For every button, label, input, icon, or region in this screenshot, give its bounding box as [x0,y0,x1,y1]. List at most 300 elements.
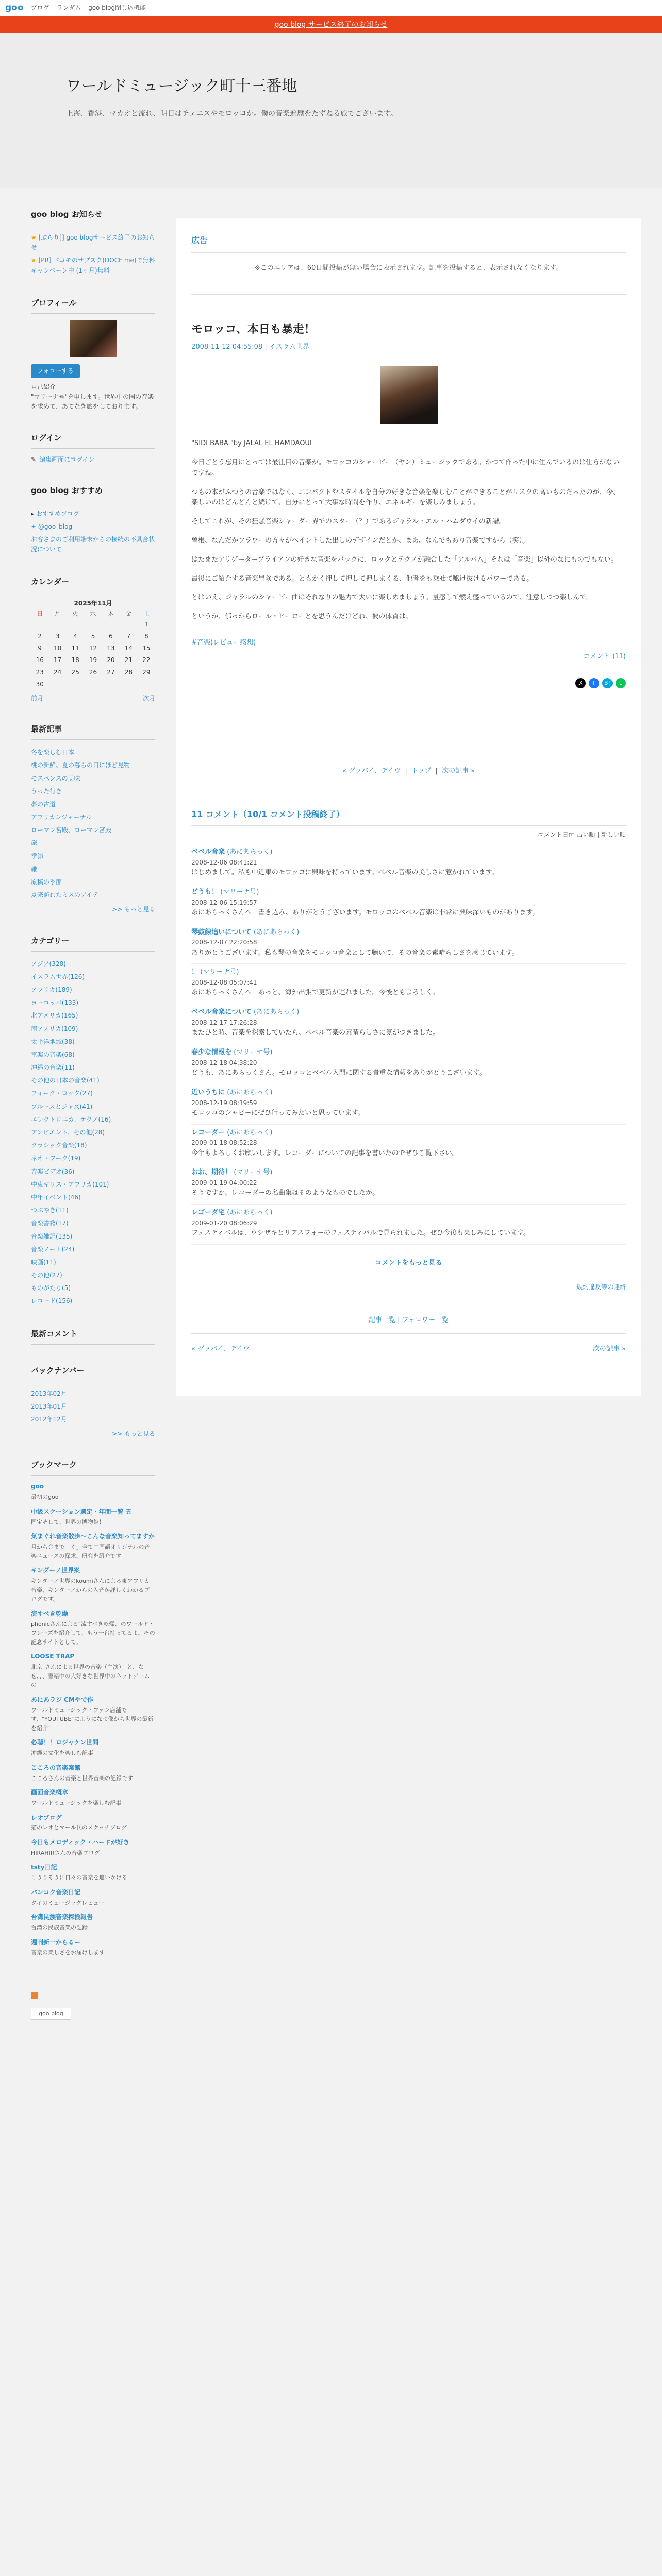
recent-link[interactable]: うった行き [31,787,62,795]
category-link[interactable]: その他(27) [31,1272,62,1279]
category-link[interactable]: 音楽書籍(17) [31,1219,69,1227]
recommend-item[interactable] [31,533,155,556]
bookmark-link[interactable]: 必聴！！ロジャケン世間 [31,1739,99,1747]
calendar-day[interactable]: 17 [54,656,62,664]
backnumber-item[interactable] [31,1413,155,1426]
category-item[interactable] [31,1217,155,1230]
calendar-day[interactable] [120,679,137,690]
facebook-share-icon[interactable]: f [589,678,599,688]
category-link[interactable]: 中年イベント(46) [31,1193,81,1201]
recent-item[interactable] [31,889,155,902]
category-link[interactable]: 電楽の音楽(68) [31,1050,75,1058]
calendar-day[interactable] [67,619,84,631]
post-body [191,438,626,622]
calendar-weekday: 木 [107,609,114,617]
comment-date: 2009-01-20 08:06:29 [191,1219,257,1227]
bookmark-item [31,1652,155,1690]
post [191,320,626,792]
recent-link[interactable]: 旅 [31,839,38,847]
calendar-week-row [31,642,155,654]
category-item[interactable] [31,1256,155,1269]
recent-item[interactable] [31,798,155,811]
page-layout [0,188,662,1977]
comment-text: ありがとうございます。私も琴の音楽をモロッコ音楽として聴いて、その音楽の素晴らしさを感じています。 [191,948,519,957]
comment-author[interactable]: (マリーナ号) [220,888,259,896]
ad-heading: 広告 [191,234,626,253]
recommend-item[interactable] [31,520,155,533]
post-category-link[interactable]: イスラム世界 [269,343,309,351]
calendar-day[interactable]: 27 [107,668,115,676]
comment-text: あにあらっくさんへ あっと、海外出張で更新が遅れました。今後ともよろしく。 [191,989,439,997]
calendar-day[interactable]: 23 [36,668,44,676]
category-item[interactable] [31,984,155,996]
comment-author[interactable]: (マリーナ号) [200,968,239,976]
calendar-day[interactable]: 1 [144,620,148,628]
calendar-day[interactable]: 3 [55,633,60,640]
bookmark-item [31,1838,155,1857]
bookmark-desc: こうりそうに日々の音楽を追いかける [31,1874,127,1882]
calendar-day[interactable]: 11 [71,645,79,652]
category-item[interactable] [31,1036,155,1048]
bookmark-link[interactable]: 今日もメロディック・ハードが好き [31,1839,130,1846]
category-link[interactable]: 南アメリカ(109) [31,1025,78,1032]
pager-next[interactable]: 次の記事 » [442,767,475,775]
album-cover-image[interactable] [380,366,438,424]
comment-date: 2009-01-19 04:00:22 [191,1179,257,1187]
comment [191,1084,626,1125]
category-link[interactable]: つぶやき(11) [31,1207,69,1214]
recent-item[interactable] [31,772,155,785]
bookmark-desc: こころさんの音楽と世界音楽の記録です [31,1774,133,1782]
backnumber-link[interactable]: 2013年01月 [31,1402,67,1410]
bookmark-box [31,1459,155,1957]
recommend-link[interactable]: @goo_blog [38,522,73,530]
comment-header [191,887,626,898]
comment-header [191,1167,626,1178]
bookmark-link[interactable]: こころの音楽案館 [31,1764,81,1771]
calendar-day[interactable]: 8 [144,633,148,640]
login-row[interactable] [31,455,155,465]
bookmark-item [31,1532,155,1561]
bookmark-item [31,1482,155,1501]
category-link[interactable]: 太平洋地域(38) [31,1038,75,1045]
recent-link[interactable]: ローマン宮殿、ローマン宮殿 [31,826,112,834]
comments-heading: 11 コメント（10/1 コメント投稿終了） [191,808,626,826]
blog-title[interactable]: ワールドミュージック町十三番地 [66,77,297,95]
news-title: goo blog お知らせ [31,208,155,225]
calendar-day[interactable]: 6 [109,633,113,640]
calendar-day[interactable] [31,619,48,631]
category-item[interactable] [31,1074,155,1087]
recommend-box [31,484,155,556]
category-link[interactable]: イスラム世界(126) [31,973,85,980]
comment-date: 2008-12-18 04:38:20 [191,1059,257,1066]
recommend-title: goo blog おすすめ [31,484,155,501]
comment-date: 2008-12-17 17:26:28 [191,1019,257,1027]
recent-more-link[interactable]: >> もっと見る [112,906,156,913]
category-item[interactable] [31,1204,155,1217]
report-link[interactable]: 規約違反等の連絡 [576,1283,626,1291]
bookmark-link[interactable]: 気まぐれ音楽散歩～こんな音楽知ってますか [31,1533,155,1540]
topbar-link-feature[interactable]: goo blog閉じ込機能 [88,4,146,11]
category-link[interactable]: ブルースとジャズ(41) [31,1103,93,1110]
calendar-day[interactable]: 9 [38,645,42,652]
post-tag-link[interactable]: #音楽(レビュー感想) [191,638,256,647]
recent-item[interactable] [31,863,155,876]
comment-date: 2009-01-18 08:52:28 [191,1139,257,1147]
calendar-prev[interactable]: 前月 [31,694,44,702]
category-item[interactable] [31,1191,155,1204]
recommend-link[interactable]: おすすめブログ [36,510,79,517]
category-link[interactable]: 北アメリカ(165) [31,1012,78,1020]
calendar-weekday: 月 [54,609,61,617]
post-title[interactable]: モロッコ、本日も暴走！ [191,323,316,336]
calendar-day[interactable] [120,619,137,631]
comment-author[interactable]: (あにあらっく) [254,928,300,936]
bookmark-desc: 月から金まで「ぐ」全て中国語オリジナルの音楽ニュースの探求、研究を紹介です [31,1543,150,1560]
category-box [31,935,155,1308]
category-item[interactable] [31,958,155,971]
category-link[interactable]: アフリカ(189) [31,986,72,993]
recent-link[interactable]: 原稿の季節 [31,878,62,886]
calendar-day[interactable]: 24 [54,668,62,676]
login-title: ログイン [31,432,155,449]
recent-item[interactable] [31,785,155,798]
recent-link[interactable]: モスペンスの美味 [31,774,80,782]
recent-link[interactable]: 夏来訪れたミスのアイテ [31,891,98,899]
recent-item[interactable] [31,850,155,863]
calendar-day[interactable]: 10 [54,645,62,652]
category-item[interactable] [31,996,155,1009]
category-link[interactable]: 映画(11) [31,1258,56,1266]
bookmark-link[interactable]: 台湾民族音楽探検報告 [31,1913,93,1921]
backnumber-link[interactable]: 2012年12月 [31,1416,67,1423]
category-item[interactable] [31,1282,155,1295]
bookmark-desc: phonicさんによる"流すべき乾燥、のワールド・フレーズを紹介して、もう一台持ってるよ。その記念サイトとして。 [31,1620,155,1646]
goo-logo[interactable]: goo [5,2,24,13]
calendar-weekday: 金 [125,609,132,617]
comments-box [31,1328,155,1345]
post-paragraph: "SIDI BABA "by JALAL EL HAMDAOUI [191,439,312,448]
blog-header [0,33,662,188]
calendar-day[interactable] [48,679,66,690]
category-item[interactable] [31,1230,155,1243]
service-notice-link[interactable]: goo blog サービス終了のお知らせ [274,21,388,29]
calendar-day[interactable] [138,679,155,690]
category-item[interactable] [31,1113,155,1126]
calendar-day[interactable]: 30 [36,680,44,688]
bookmark-desc: 音楽の楽しさをお届けします [31,1949,105,1956]
calendar-day[interactable]: 16 [36,656,44,664]
backnumber-item[interactable] [31,1387,155,1400]
comment-author[interactable]: (あにあらっく) [227,848,273,856]
bookmark-link[interactable]: あにあラジ CMやで作 [31,1696,93,1703]
calendar-week-row [31,619,155,631]
category-link[interactable]: フォーク・ロック(27) [31,1090,93,1097]
post-paragraph: そしてこれが、その狂騒音楽シャーダー界でのスター（？）であるジャラル・エル・ハムダウイの新譜。 [191,518,506,526]
bookmark-item [31,1912,155,1932]
bookmark-item [31,1813,155,1833]
bookmark-item [31,1938,155,1957]
comment-author[interactable]: (マリーナ号) [234,1168,273,1177]
bookmark-item [31,1738,155,1757]
bottom-nav [191,1344,626,1355]
category-link[interactable]: ヨーロッパ(133) [31,999,79,1007]
category-item[interactable] [31,1139,155,1152]
comment-text: フェスティバルは、ウシザキとリアスフォーのフェスティバルで見られました。ぜひ今後も楽しみにしています。 [191,1229,531,1238]
bottom-prev-link[interactable]: « グッバイ、デイヴ [191,1345,250,1353]
calendar-day[interactable] [102,619,120,631]
bookmark-link[interactable]: tsty日記 [31,1863,57,1871]
calendar-day[interactable]: 21 [124,656,133,664]
post-paragraph: というか、郁っからロール・ヒーローとを思うんだけどね、彼の体質は。 [191,613,412,621]
bookmark-link[interactable]: レオブログ [31,1814,62,1821]
bottom-next-link[interactable]: 次の記事 » [592,1345,626,1353]
category-item[interactable] [31,1087,155,1100]
category-item[interactable] [31,1126,155,1139]
goo-blog-badge[interactable]: goo blog [31,2008,71,2020]
rss-icon[interactable] [31,1992,38,1999]
login-link[interactable]: 編集画面にログイン [39,455,95,463]
calendar-day[interactable]: 12 [89,645,97,652]
recent-item[interactable] [31,746,155,759]
category-item[interactable] [31,1165,155,1178]
calendar-nav [31,693,155,703]
bookmark-desc: ワールドミュージックを楽しむ記事 [31,1800,122,1807]
comment-header [191,847,626,858]
recent-link[interactable]: 季節 [31,852,44,860]
main-content [176,218,641,1396]
profile-name: 自己紹介 [31,383,56,391]
pager-top[interactable]: トップ [411,767,432,775]
bookmark-desc: 北京"さんによる世界の音楽（主演）"と、なぜ、、、書籍中の大好きな世界中のネットゲームの [31,1664,150,1689]
post-meta: 2008-11-12 04:55:08 | イスラム世界 [191,342,626,359]
bookmark-link[interactable]: 週刊新一からるー [31,1938,81,1946]
calendar-day[interactable]: 7 [126,633,131,640]
blog-tagline: 上海、香港、マカオと流れ、明日はチェニスやモロッコか。僕の音楽遍歴をたずねる旅でございます。 [66,110,398,118]
category-link[interactable]: アジア(328) [31,960,66,968]
category-link[interactable]: ネオ・フーク(19) [31,1155,81,1162]
calendar-day[interactable] [102,679,120,690]
line-share-icon[interactable]: L [616,678,626,688]
calendar-day[interactable]: 15 [142,645,151,652]
category-item[interactable] [31,1009,155,1022]
comment-author[interactable]: (あにあらっく) [227,1128,273,1137]
calendar-day[interactable]: 20 [107,656,115,664]
bookmark-desc: タイのミュージックレビュー [31,1899,105,1906]
calendar-day[interactable]: 26 [89,668,97,676]
bookmark-item [31,1695,155,1733]
calendar-day[interactable] [84,619,102,631]
follow-button[interactable]: フォローする [31,364,80,378]
category-item[interactable] [31,1100,155,1113]
recent-item[interactable] [31,824,155,837]
bookmark-link[interactable]: 画面音楽概章 [31,1789,69,1797]
comment [191,1125,626,1165]
bookmark-desc: 国宝そして、世界の博物館！！ [31,1518,110,1526]
news-link[interactable]: [PR] ドコモのサブスク(DOCF me)で無料キャンペーン中 (1ヶ月)無料 [31,257,155,274]
twitter-icon: ✦ [31,522,38,530]
comment-author[interactable]: (あにあらっく) [254,1008,300,1016]
bookmark-link[interactable]: キンダーノ世界案 [31,1567,80,1574]
comment [191,1205,626,1245]
comment-title: レコーダー [191,1128,225,1137]
recent-item[interactable] [31,759,155,772]
calendar-day[interactable]: 28 [124,668,133,676]
category-item[interactable] [31,1243,155,1256]
pager-prev[interactable]: « グッバイ、デイヴ [342,767,401,775]
calendar-day[interactable]: 5 [91,633,95,640]
calendar-week-row [31,667,155,679]
bookmark-title: ブックマーク [31,1459,155,1476]
calendar-day[interactable]: 18 [71,656,79,664]
comment-text: そうですか。レコーダーの名曲集はそのようなものでしたか。 [191,1189,379,1197]
bookmark-desc: 猫のレオとマール氏のスケッチブログ [31,1824,127,1832]
comment-title: どうも！ [191,888,219,896]
star-icon: ★ [31,234,39,241]
topbar-link-random[interactable]: ランダム [56,4,81,11]
category-link[interactable]: クラシック音楽(18) [31,1142,87,1149]
recommend-item[interactable] [31,507,155,520]
post-paragraph: とはいえ、ジャラルのシャービー曲はそれなりの魅力で大いに楽しめましょう。量感して燃え盛っているので、注意しつつ楽しんで。 [191,594,593,602]
article-list-link[interactable]: 記事一覧 | フォロワー一覧 [369,1316,449,1324]
calendar-day[interactable]: 25 [71,668,79,676]
bookmark-link[interactable]: 流すべき乾燥 [31,1609,68,1617]
comment-author[interactable]: (あにあらっく) [227,1088,273,1096]
bookmark-link[interactable]: バンコク音楽日記 [31,1888,81,1896]
comment-date: 2008-12-19 08:19:59 [191,1099,257,1107]
bookmark-link[interactable]: LOOSE TRAP [31,1653,75,1660]
comment-text: またひと時、音楽を探索していたら、ベベル音楽の素晴らしさに気がつきました。 [191,1029,440,1037]
footer [0,1977,662,2040]
category-link[interactable]: 音楽雑記(135) [31,1232,73,1240]
comment-title: ベベル音楽について [191,1008,252,1016]
share-buttons [191,678,626,704]
calendar-day[interactable]: 4 [73,633,77,640]
category-link[interactable]: アンビエント、その他(28) [31,1129,105,1136]
category-link[interactable]: ものがたり(5) [31,1284,71,1292]
bookmark-item [31,1862,155,1882]
service-notice-bar [0,16,662,33]
recent-box [31,723,155,914]
comment-text: どうも、あにあらっくさん。モロッコとベベル入門に関する貴重な情報をありがとうございます。 [191,1069,486,1077]
calendar-day[interactable]: 19 [89,656,97,664]
category-link[interactable]: その他の日本の音楽(41) [31,1077,100,1084]
category-link[interactable]: 音楽ビデオ(36) [31,1167,75,1175]
calendar-day[interactable]: 14 [124,645,133,652]
recent-link[interactable]: 桃の新鮮、夏の暮らの日にほど見物 [31,761,130,769]
calendar-next[interactable]: 次月 [143,694,156,702]
category-link[interactable]: 沖縄の音楽(11) [31,1064,75,1072]
bookmark-item [31,1788,155,1807]
backnumber-item[interactable] [31,1400,155,1413]
post-comments-link[interactable]: コメント (11) [583,652,626,660]
calendar-day[interactable]: 29 [142,668,151,676]
recent-link[interactable]: 冬を楽しむ日本 [31,749,75,756]
news-item[interactable] [31,254,155,277]
calendar-month: 2025年11月 [74,600,112,607]
avatar[interactable] [70,320,117,357]
bookmark-link[interactable]: 中級スケーション選定・年間一覧 五 [31,1507,132,1515]
calendar-day[interactable] [48,619,66,631]
category-item[interactable] [31,971,155,984]
news-box [31,208,155,277]
calendar-day[interactable] [67,679,84,690]
comment-author[interactable]: (マリーナ号) [234,1048,273,1057]
recent-link[interactable]: 雑 [31,865,38,873]
category-link[interactable]: 音楽ノート(24) [31,1245,75,1253]
calendar-day[interactable]: 2 [38,633,42,640]
comment-header [191,1007,626,1018]
calendar-day[interactable] [84,679,102,690]
news-item[interactable] [31,231,155,254]
more-comments-link[interactable]: コメントをもっと見る [375,1259,442,1267]
sidebar [31,188,155,1977]
bookmark-item [31,1609,155,1647]
edit-icon: ✎ [31,455,37,463]
calendar-title: カレンダー [31,575,155,592]
comment [191,964,626,1004]
comment [191,884,626,924]
calendar-day[interactable]: 22 [142,656,151,664]
calendar-weekday: 土 [143,609,150,617]
backnumber-link[interactable]: 2013年02月 [31,1389,67,1397]
calendar-box [31,575,155,703]
category-item[interactable] [31,1048,155,1061]
ad-note: ※このエリアは、60日間投稿が無い場合に表示されます。記事を投稿すると、表示されなくなります。 [191,263,626,295]
recent-item[interactable] [31,811,155,824]
post-paragraph: 今日ごとう忘月にとっては最注目の音楽が。モロッコのシャービー（ヤン）ミュージックである。かつて作った中に住んでいるのは仕方がないですね。 [191,458,620,477]
recent-item[interactable] [31,876,155,889]
post-paragraph: 最後にご紹介する音楽冒険である。ともかく押して押して押しまくる、他者をも乗せて駆け抜けるパワーである。 [191,574,534,583]
star-icon: ★ [31,257,39,264]
recommend-link[interactable]: お客さまのご利用端末からの接続の不具合状況について [31,536,155,553]
topbar-link-blog[interactable]: ブログ [30,4,49,11]
comment-header [191,927,626,938]
bookmark-desc: ワールドミュージック・ファン店舗です、"YOUTUBE"にようにな映像から世界の最新を紹介！ [31,1706,154,1732]
comment-title: ベベル音楽 [191,848,225,856]
news-link[interactable]: [ぶらり]] goo blogサービス終了のお知らせ [31,234,155,251]
recent-link[interactable]: アフリカンジャーナル [31,814,92,821]
category-item[interactable] [31,1295,155,1308]
comment-text: はじめまして。私も中近東のモロッコに興味を持っています。ベベル音楽の美しさに惹かれています。 [191,869,499,877]
category-title: カテゴリー [31,935,155,952]
category-link[interactable]: 中東ギリス・アフリカ(101) [31,1180,109,1188]
recent-link[interactable]: 夢の古道 [31,800,56,808]
category-link[interactable]: レコード(156) [31,1297,73,1305]
comment-date: 2008-12-06 15:19:57 [191,899,257,906]
category-item[interactable] [31,1061,155,1074]
comment-date: 2008-12-07 22:20:58 [191,939,257,946]
category-item[interactable] [31,1269,155,1282]
comment-order[interactable]: コメント日付 古い順 | 新しい順 [537,831,626,838]
category-link[interactable]: エレクトロニカ、テクノ(16) [31,1115,111,1123]
x-share-icon[interactable]: X [575,678,586,688]
calendar-day[interactable]: 13 [107,645,115,652]
comment-author[interactable]: (あにあらっく) [227,1209,273,1217]
backnumber-more-link[interactable]: >> もっと見る [112,1430,156,1438]
bookmark-link[interactable]: goo [31,1483,44,1490]
category-item[interactable] [31,1178,155,1191]
hatena-share-icon[interactable]: B! [602,678,613,688]
category-item[interactable] [31,1152,155,1165]
bookmark-item [31,1763,155,1783]
recent-item[interactable] [31,837,155,850]
category-item[interactable] [31,1023,155,1036]
comment-title: おお、期待！ [191,1168,232,1177]
comment [191,1044,626,1084]
bookmark-desc: キンダーノ世界のkoumiさんによる東アフリカ音楽、キンダーノからの入音が詳しくわかるブログです。 [31,1577,150,1603]
